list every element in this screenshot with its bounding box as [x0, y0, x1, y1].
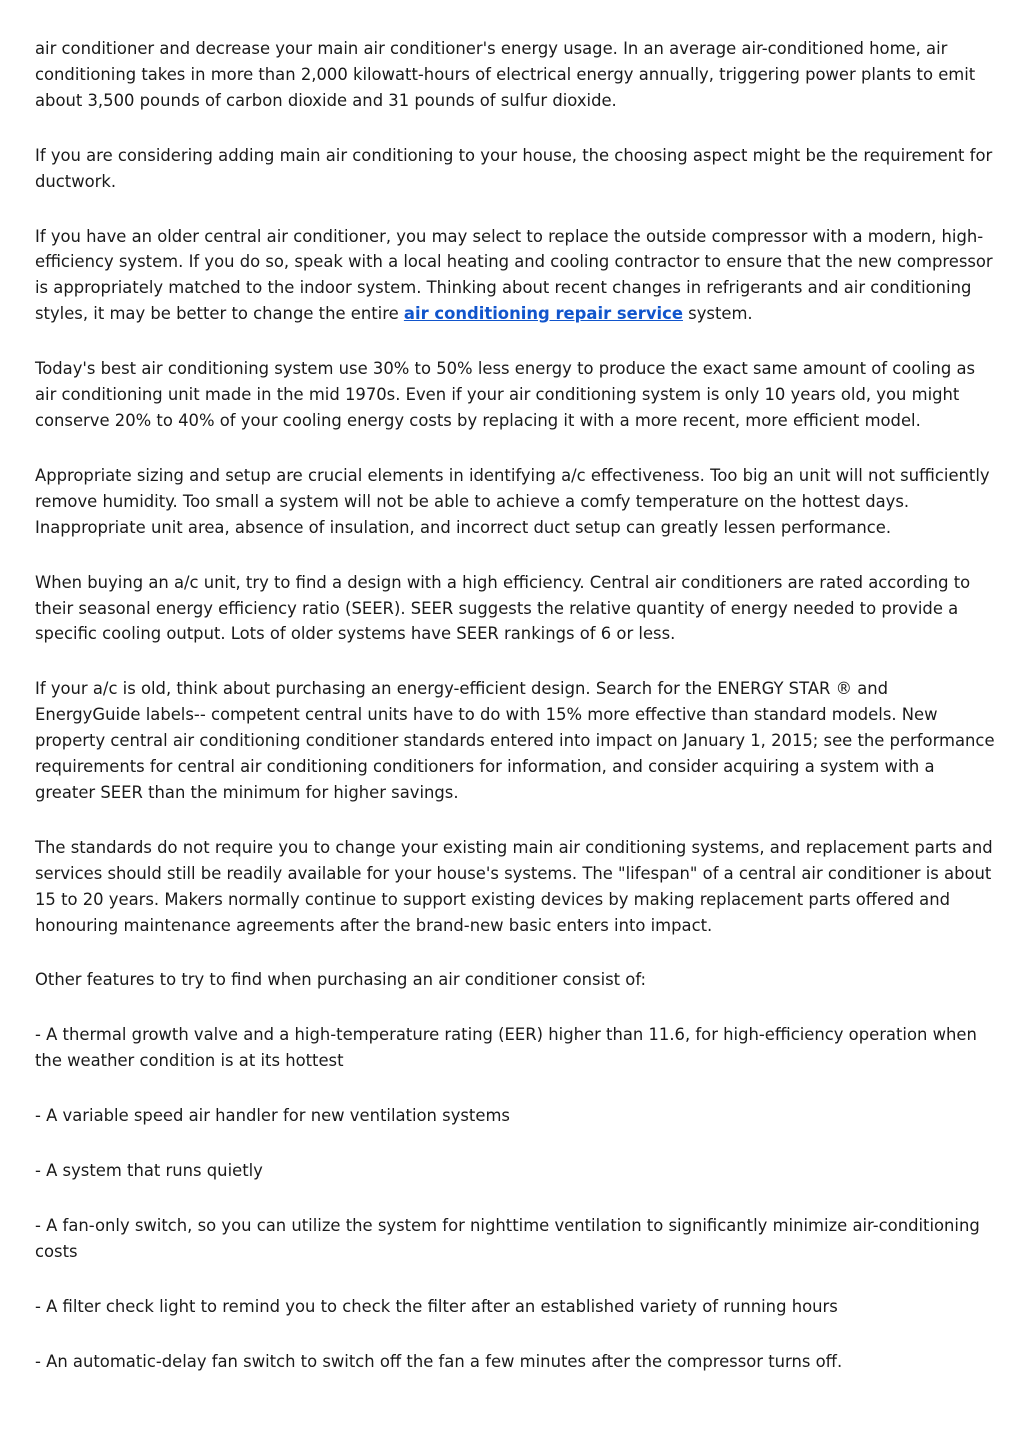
list-item-fan-only-switch: - A fan-only switch, so you can utilize the system for nighttime ventilation to significantly minimize air-conditioning costs: [35, 1216, 980, 1261]
paragraph-older-central-ac: [35, 224, 995, 328]
paragraph-sizing-setup: Appropriate sizing and setup are crucial elements in identifying a/c effectiveness. Too big an unit will not sufficiently remove humidity. Too small a system will not be able to achieve a comfy temperature on the hottest days. Inappropriate unit area, absence of insulation, and incorrect duct setup can greatly lessen performance.: [35, 465, 990, 537]
paragraph-energy-star: If your a/c is old, think about purchasing an energy-efficient design. Search for the ENERGY STAR ® and EnergyGuide labels-- competent central units have to do with 15% more effective than standard models. New property central air conditioning conditioner standards entered into impact on January 1, 2015; see the performance requirements for central air conditioning conditioners for information, and consider acquiring a system with a greater SEER than the minimum for higher savings.: [35, 679, 995, 802]
paragraph-energy-usage: air conditioner and decrease your main air conditioner's energy usage. In an average air-conditioned home, air conditioning takes in more than 2,000 kilowatt-hours of electrical energy annually, triggering power plants to emit about 3,500 pounds of carbon dioxide and 31 pounds of sulfur dioxide.: [35, 39, 976, 110]
repair-service-link[interactable]: air conditioning repair service: [403, 304, 683, 324]
paragraph-text-after-link: system.: [682, 304, 753, 324]
paragraph-best-systems: Today's best air conditioning system use 30% to 50% less energy to produce the exact same amount of cooling as air conditioning unit made in the mid 1970s. Even if your air conditioning system is only 10 years old, you might conserve 20% to 40% of your cooling energy costs by replacing it with a more recent, more efficient model.: [35, 359, 976, 430]
list-item-thermal-valve: - A thermal growth valve and a high-temperature rating (EER) higher than 11.6, for high-efficiency operation when the weather condition is at its hottest: [35, 1025, 977, 1071]
list-item-auto-delay-fan: - An automatic-delay fan switch to switch off the fan a few minutes after the compressor turns off.: [35, 1351, 843, 1371]
document-page: [35, 36, 995, 1404]
paragraph-seer: When buying an a/c unit, try to find a design with a high efficiency. Central air conditioners are rated according to their seasonal energy efficiency ratio (SEER). SEER suggests the relative quantity of energy needed to provide a specific cooling output. Lots of older systems have SEER rankings of 6 or less.: [35, 572, 971, 644]
list-item-variable-speed: - A variable speed air handler for new ventilation systems: [35, 1106, 510, 1126]
paragraph-text-before-link: If you have an older central air conditioner, you may select to replace the outside compressor with a modern, high-efficiency system. If you do so, speak with a local heating and cooling contractor to ensure that the new compressor is appropriately matched to the indoor system. Thinking about recent changes in refrigerants and air conditioning styles, it may be better to change the entire: [35, 226, 993, 324]
paragraph-features-intro: Other features to try to find when purchasing an air conditioner consist of:: [35, 970, 647, 990]
list-item-filter-check-light: - A filter check light to remind you to check the filter after an established variety of running hours: [35, 1296, 838, 1316]
paragraph-standards: The standards do not require you to change your existing main air conditioning systems, and replacement parts and services should still be readily available for your house's systems. The "lifespan" of a central air conditioner is about 15 to 20 years. Makers normally continue to support existing devices by making replacement parts offered and honouring maintenance agreements after the brand-new basic enters into impact.: [35, 837, 993, 935]
paragraph-ductwork: If you are considering adding main air conditioning to your house, the choosing aspect might be the requirement for ductwork.: [35, 145, 993, 191]
list-item-runs-quietly: - A system that runs quietly: [35, 1161, 263, 1181]
